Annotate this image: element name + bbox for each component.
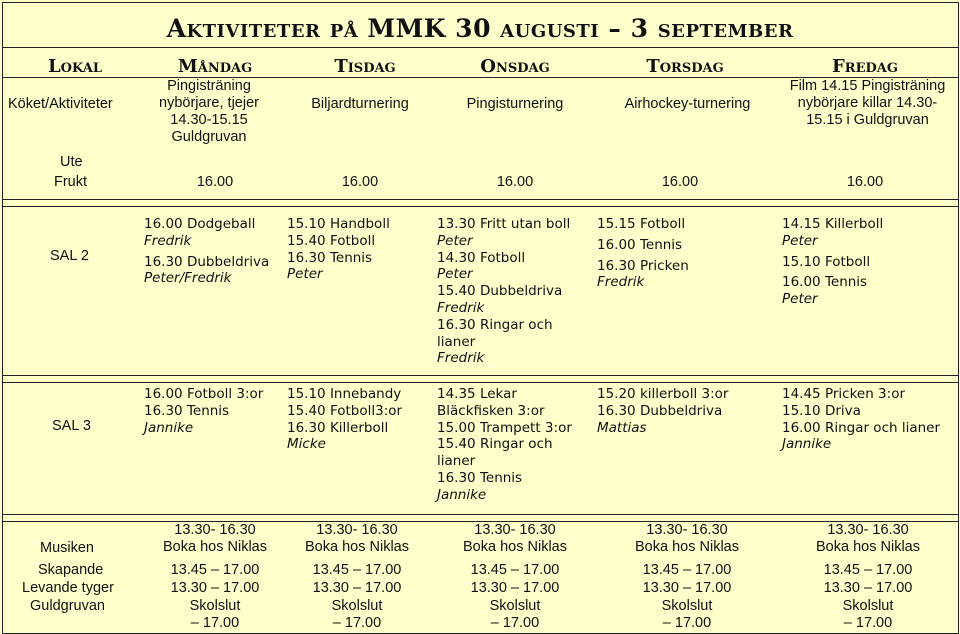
header-day-fri: Fredag: [832, 56, 898, 77]
header-day-thu: Torsdag: [646, 56, 724, 77]
skapande-mon: 13.45 – 17.00: [170, 562, 260, 578]
levande-tue: 13.30 – 17.00: [312, 580, 402, 596]
leader-name: Peter: [437, 232, 473, 249]
row-label-ute: Ute: [60, 154, 83, 170]
divider: [2, 47, 958, 48]
frukt-tue: 16.00: [341, 174, 379, 190]
koket-thu: Airhockey-turnering: [624, 96, 751, 112]
sal2-wed: [437, 216, 587, 367]
leader-name: Fredrik: [437, 350, 485, 367]
leader-name: Micke: [287, 436, 326, 453]
guldgruvan-fri: [793, 598, 943, 632]
musiken-fri: [793, 522, 943, 556]
activity-line: 14.15 Killerboll: [782, 216, 884, 232]
page-title: Aktiviteter på MMK 30 augusti – 3 september: [166, 14, 794, 43]
activity-line: 14.35 Lekar: [437, 386, 517, 402]
activity-line: 16.30 Pricken: [597, 257, 689, 274]
levande-wed: 13.30 – 17.00: [470, 580, 560, 596]
musiken-tue: [282, 522, 432, 556]
leader-name: Peter: [437, 266, 473, 283]
guldgruvan-line1: Skolslut: [189, 598, 241, 614]
divider: [2, 375, 958, 376]
musiken-time: 13.30- 16.30: [174, 522, 256, 538]
musiken-thu: [612, 522, 762, 556]
guldgruvan-tue: [282, 598, 432, 632]
activity-line: 16.30 Tennis: [144, 402, 230, 419]
activity-line: 16.00 Tennis: [597, 236, 683, 253]
guldgruvan-line1: Skolslut: [661, 598, 713, 614]
header-day-tue: Tisdag: [334, 56, 396, 77]
guldgruvan-wed: [440, 598, 590, 632]
activity-line: lianer: [437, 453, 476, 470]
musiken-time: 13.30- 16.30: [827, 522, 909, 538]
divider: [2, 206, 958, 207]
row-label-sal3: SAL 3: [52, 418, 91, 434]
levande-fri: 13.30 – 17.00: [823, 580, 913, 596]
activity-line: 13.30 Fritt utan boll: [437, 216, 571, 232]
musiken-time: 13.30- 16.30: [646, 522, 728, 538]
activity-line: 15.10 Fotboll: [782, 253, 871, 270]
activity-line: 15.40 Fotboll3:or: [287, 402, 403, 419]
musiken-note: Boka hos Niklas: [163, 539, 267, 555]
musiken-note: Boka hos Niklas: [463, 539, 567, 555]
sal2-tue: [287, 216, 427, 283]
sal3-thu: [597, 386, 772, 436]
guldgruvan-line2: – 17.00: [190, 615, 240, 631]
activity-line: 15.10 Innebandy: [287, 386, 402, 402]
activity-line: 16.30 Tennis: [437, 469, 523, 486]
guldgruvan-mon: [140, 598, 290, 632]
sal2-thu: [597, 216, 767, 291]
activity-line: 16.30 Dubbeldriva: [144, 253, 270, 270]
guldgruvan-line1: Skolslut: [489, 598, 541, 614]
leader-name: Jannike: [782, 436, 832, 453]
row-label-musiken: Musiken: [40, 540, 94, 556]
header-day-wed: Onsdag: [480, 56, 550, 77]
musiken-wed: [440, 522, 590, 556]
guldgruvan-thu: [612, 598, 762, 632]
guldgruvan-line2: – 17.00: [332, 615, 382, 631]
activity-line: 14.30 Fotboll: [437, 249, 526, 266]
koket-mon: Pingisträning nybörjare, tjejer 14.30-15.15 Guldgruvan: [159, 78, 259, 145]
musiken-note: Boka hos Niklas: [816, 539, 920, 555]
activity-line: 15.40 Dubbeldriva: [437, 283, 563, 300]
sal2-mon: [144, 216, 279, 287]
activity-line: 15.00 Trampett 3:or: [437, 419, 572, 436]
skapande-tue: 13.45 – 17.00: [312, 562, 402, 578]
musiken-note: Boka hos Niklas: [305, 539, 409, 555]
row-label-sal2: SAL 2: [50, 248, 89, 264]
levande-thu: 13.30 – 17.00: [642, 580, 732, 596]
guldgruvan-line2: – 17.00: [490, 615, 540, 631]
levande-mon: 13.30 – 17.00: [170, 580, 260, 596]
guldgruvan-line1: Skolslut: [842, 598, 894, 614]
guldgruvan-line1: Skolslut: [331, 598, 383, 614]
activity-line: 16.30 Dubbeldriva: [597, 402, 723, 419]
guldgruvan-line2: – 17.00: [843, 615, 893, 631]
leader-name: Mattias: [597, 419, 647, 436]
activity-line: 15.20 killerboll 3:or: [597, 386, 729, 402]
sal2-fri: [782, 216, 952, 308]
frukt-fri: 16.00: [846, 174, 884, 190]
activity-line: 15.10 Driva: [782, 402, 861, 419]
leader-name: Jannike: [437, 486, 487, 503]
divider: [2, 514, 958, 515]
header-lokal: Lokal: [48, 56, 102, 77]
leader-name: Peter: [287, 266, 323, 283]
divider: [2, 199, 958, 200]
sal3-fri: [782, 386, 957, 453]
leader-name: Fredrik: [597, 274, 645, 291]
activity-line: 16.00 Dodgeball: [144, 216, 256, 232]
frukt-mon: 16.00: [196, 174, 234, 190]
activity-line: Bläckfisken 3:or: [437, 402, 545, 419]
row-label-levande-tyger: Levande tyger: [22, 580, 114, 596]
row-label-guldgruvan: Guldgruvan: [30, 598, 105, 614]
sal3-tue: [287, 386, 427, 453]
activity-line: 16.00 Fotboll 3:or: [144, 386, 264, 402]
activity-line: 15.40 Ringar och: [437, 436, 553, 453]
activity-line: 14.45 Pricken 3:or: [782, 386, 906, 402]
activity-line: 16.00 Tennis: [782, 274, 868, 291]
activity-line: 16.30 Tennis: [287, 249, 373, 266]
musiken-time: 13.30- 16.30: [316, 522, 398, 538]
row-label-skapande: Skapande: [38, 562, 104, 578]
leader-name: Fredrik: [144, 232, 192, 249]
activity-line: 15.10 Handboll: [287, 216, 390, 232]
activity-line: 15.40 Fotboll: [287, 232, 376, 249]
leader-name: Fredrik: [437, 299, 485, 316]
koket-wed: Pingisturnering: [466, 96, 564, 112]
musiken-mon: [140, 522, 290, 556]
koket-fri: Film 14.15 Pingisträning nybörjare killar 14.30-15.15 i Guldgruvan: [789, 78, 946, 128]
leader-name: Peter: [782, 232, 818, 249]
skapande-wed: 13.45 – 17.00: [470, 562, 560, 578]
header-day-mon: Måndag: [177, 56, 253, 77]
guldgruvan-line2: – 17.00: [662, 615, 712, 631]
activity-line: 16.00 Ringar och lianer: [782, 419, 941, 436]
skapande-thu: 13.45 – 17.00: [642, 562, 732, 578]
leader-name: Peter/Fredrik: [144, 270, 232, 287]
activity-line: 15.15 Fotboll: [597, 216, 686, 232]
frukt-thu: 16.00: [661, 174, 699, 190]
activity-line: lianer: [437, 333, 476, 350]
leader-name: Peter: [782, 291, 818, 308]
koket-tue: Biljardturnering: [311, 96, 409, 112]
sal3-wed: [437, 386, 587, 504]
divider: [2, 382, 958, 383]
row-label-koket: Köket/Aktiviteter: [8, 96, 113, 112]
row-label-frukt: Frukt: [54, 174, 88, 190]
frukt-wed: 16.00: [496, 174, 534, 190]
activity-line: 16.30 Killerboll: [287, 419, 389, 436]
leader-name: Jannike: [144, 419, 194, 436]
skapande-fri: 13.45 – 17.00: [823, 562, 913, 578]
musiken-time: 13.30- 16.30: [474, 522, 556, 538]
musiken-note: Boka hos Niklas: [635, 539, 739, 555]
activity-line: 16.30 Ringar och: [437, 316, 553, 333]
sal3-mon: [144, 386, 284, 436]
